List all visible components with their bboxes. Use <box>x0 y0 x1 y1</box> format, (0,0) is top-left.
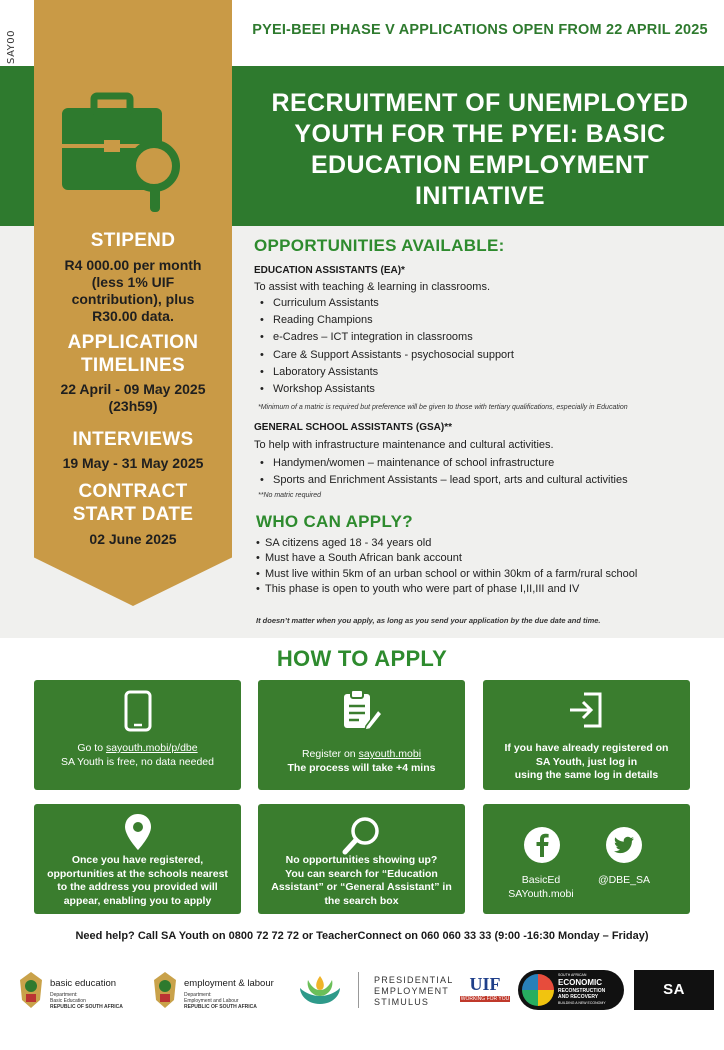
economic-emblem-icon <box>522 974 554 1006</box>
stipend-text: R4 000.00 per month (less 1% UIF contribution), plus R30.00 data. <box>64 257 202 324</box>
timelines-text: 22 April - 09 May 2025 (23h59) <box>60 381 206 414</box>
economic-recovery-logo: SOUTH AFRICAN ECONOMIC RECONSTRUCTION AND RECOVERY BUILDING A NEW ECONOMY <box>518 970 624 1010</box>
contract-heading: CONTRACT START DATE <box>72 481 194 525</box>
list-item: • Sports and Enrichment Assistants – lead sport, arts and cultural activities <box>258 472 628 489</box>
list-item: • Laboratory Assistants <box>258 364 514 381</box>
card-visit-site: Go to sayouth.mobi/p/dbe SA Youth is free, no data needed <box>34 680 241 790</box>
opportunities-heading: OPPORTUNITIES AVAILABLE: <box>254 236 505 255</box>
phone-icon <box>123 690 153 732</box>
gsa-description: To help with infrastructure maintenance and cultural activities. <box>254 439 554 451</box>
facebook-handle: BasicEd SAYouth.mobi <box>508 874 574 900</box>
how-heading: HOW TO APPLY <box>276 646 448 671</box>
stipend-heading: STIPEND <box>90 230 176 251</box>
list-item: • Workshop Assistants <box>258 381 514 398</box>
ea-note: *Minimum of a matric is required but preference will be given to those with tertiary qualifications, especially in Education <box>258 404 628 411</box>
top-banner: PYEI-BEEI PHASE V APPLICATIONS OPEN FROM 22 APRIL 2025 <box>252 22 708 38</box>
coat-of-arms-icon <box>16 970 46 1010</box>
gsa-heading: GENERAL SCHOOL ASSISTANTS (GSA)** <box>254 422 452 433</box>
ea-heading: EDUCATION ASSISTANTS (EA)* <box>254 265 405 276</box>
gsa-note: **No matric required <box>258 492 322 499</box>
list-item: • Handymen/women – maintenance of school infrastructure <box>258 455 628 472</box>
login-icon <box>566 690 606 730</box>
search-icon <box>341 814 383 856</box>
list-item: • e-Cadres – ICT integration in classrooms <box>258 329 514 346</box>
uif-logo: UIF WORKING FOR YOU <box>460 974 510 1002</box>
dbe-link[interactable]: sayouth.mobi/p/dbe <box>105 742 198 754</box>
side-code: SAY00 <box>6 30 17 64</box>
list-item: • Curriculum Assistants <box>258 295 514 312</box>
twitter-icon[interactable] <box>605 826 643 864</box>
contract-text: 02 June 2025 <box>89 531 177 547</box>
twitter-handle: @DBE_SA <box>597 874 651 886</box>
interviews-heading: INTERVIEWS <box>72 429 194 450</box>
list-item: • Must have a South African bank account <box>256 551 637 566</box>
register-link[interactable]: sayouth.mobi <box>358 748 422 760</box>
help-line: Need help? Call SA Youth on 0800 72 72 72 or TeacherConnect on 060 060 33 33 (9:00 -16:30 Monday – Friday) <box>75 930 649 942</box>
stimulus-emblem-icon <box>296 974 344 1008</box>
stimulus-logo: PRESIDENTIAL EMPLOYMENT STIMULUS <box>374 975 454 1007</box>
clipboard-icon <box>340 688 384 732</box>
timelines-heading: APPLICATION TIMELINES <box>67 332 199 376</box>
list-item: • SA citizens aged 18 - 34 years old <box>256 536 637 551</box>
basic-education-logo: basic education Department: Basic Education REPUBLIC OF SOUTH AFRICA <box>50 978 123 1010</box>
interviews-text: 19 May - 31 May 2025 <box>62 455 204 471</box>
gsa-list <box>258 455 628 489</box>
briefcase-search-icon <box>58 88 198 218</box>
card-login: If you have already registered on SA Youth, just log in using the same log in details <box>483 680 690 790</box>
list-item: • Must live within 5km of an urban school or within 30km of a farm/rural school <box>256 567 637 582</box>
ea-list <box>258 295 514 398</box>
list-item: • This phase is open to youth who were part of phase I,II,III and IV <box>256 582 637 597</box>
employment-labour-logo: employment & labour Department: Employment and Labour REPUBLIC OF SOUTH AFRICA <box>184 978 274 1010</box>
who-note: It doesn’t matter when you apply, as long as you send your application by the due date and time. <box>256 616 601 625</box>
card-opportunities: Once you have registered, opportunities at the schools nearest to the address you provided will appear, enabling you to apply <box>34 804 241 914</box>
card-search-tip: No opportunities showing up? You can search for “Education Assistant” or “General Assistant” in the search box <box>258 804 465 914</box>
ea-description: To assist with teaching & learning in classrooms. <box>254 281 490 293</box>
card-social <box>483 804 690 914</box>
list-item: • Reading Champions <box>258 312 514 329</box>
who-heading: WHO CAN APPLY? <box>256 512 413 531</box>
sa-youth-logo: SA YOUTH <box>634 970 714 1010</box>
card-register: Register on sayouth.mobi The process will take +4 mins <box>258 680 465 790</box>
logo-divider <box>358 972 359 1008</box>
list-item: • Care & Support Assistants - psychosocial support <box>258 347 514 364</box>
who-list <box>256 536 637 598</box>
location-pin-icon <box>123 812 153 852</box>
coat-of-arms-icon <box>150 970 180 1010</box>
facebook-icon[interactable] <box>523 826 561 864</box>
page-title: RECRUITMENT OF UNEMPLOYED YOUTH FOR THE PYEI: BASIC EDUCATION EMPLOYMENT INITIATIVE <box>271 89 689 210</box>
